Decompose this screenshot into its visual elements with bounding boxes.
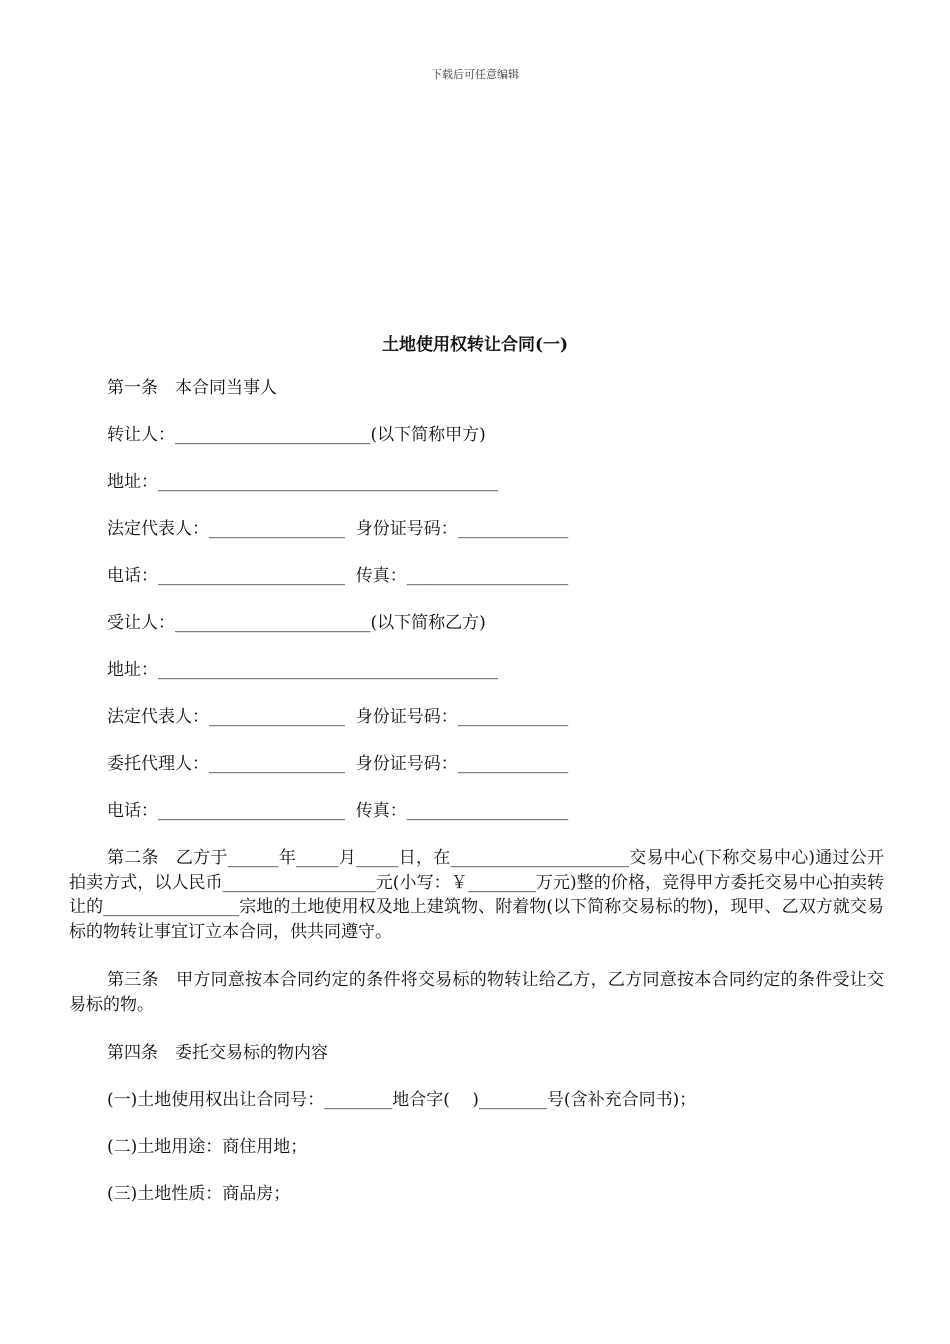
article-1-heading: 第一条 本合同当事人: [107, 378, 277, 398]
address-field-party-a: 地址：________________________________________: [107, 472, 498, 492]
article-4-heading: 第四条 委托交易标的物内容: [107, 1043, 328, 1063]
header-note: 下载后可任意编辑: [431, 68, 519, 81]
address-field-party-b: 地址：________________________________________: [107, 660, 498, 680]
phone-fax-field-party-a: 电话：______________________ 传真：___________________: [107, 566, 569, 586]
article-4-item-3: (三)土地性质：商品房；: [107, 1184, 291, 1204]
article-2-paragraph: 第二条 乙方于______年_____月_____日，在_____________________交易中心(下称交易中心)通过公开拍卖方式，以人民币__________________元(小写：￥________万元)整的价格，竞得甲方委托交易中心拍卖转让的________________宗地的土地使用权及地上建筑物、附着物(以下简称交易标的物)，现甲、乙双方就交易标的物转让事宜订立本合同，供共同遵守。: [69, 848, 884, 942]
legal-rep-field-party-b: 法定代表人：________________ 身份证号码：_____________: [107, 707, 569, 727]
article-4-item-1: (一)土地使用权出让合同号：________地合字( )________号(含补充合同书)；: [107, 1090, 697, 1110]
article-3-paragraph: 第三条 甲方同意按本合同约定的条件将交易标的物转让给乙方，乙方同意按本合同约定的条件受让交易标的物。: [69, 970, 884, 1015]
agent-field-party-b: 委托代理人：________________ 身份证号码：_____________: [107, 754, 569, 774]
article-4-item-2: (二)土地用途：商住用地；: [107, 1137, 308, 1157]
legal-rep-field-party-a: 法定代表人：________________ 身份证号码：_____________: [107, 519, 569, 539]
transferee-field: 受让人：_______________________(以下简称乙方): [107, 613, 486, 633]
phone-fax-field-party-b: 电话：______________________ 传真：___________________: [107, 801, 569, 821]
transferor-field: 转让人：_______________________(以下简称甲方): [107, 425, 486, 445]
document-title: 土地使用权转让合同(一): [381, 335, 569, 355]
